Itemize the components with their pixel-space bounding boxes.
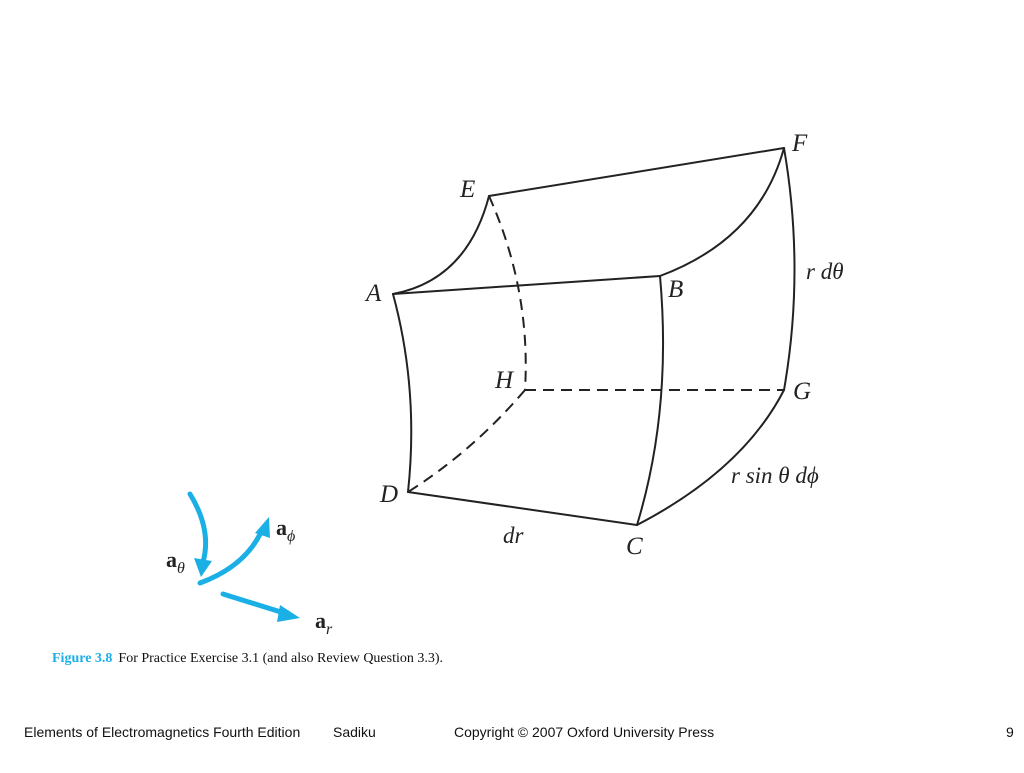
vertex-label-f: F bbox=[792, 130, 808, 157]
unit-vector-theta-label: aθ bbox=[166, 547, 185, 577]
edge-h-d bbox=[408, 390, 525, 492]
edge-f-g bbox=[784, 148, 795, 390]
figure-caption bbox=[52, 651, 443, 667]
edge-e-h bbox=[489, 196, 526, 390]
vertex-label-b: B bbox=[668, 276, 684, 303]
figure-number: Figure 3.8 bbox=[52, 651, 113, 666]
edge-a-d bbox=[393, 294, 411, 492]
vertex-label-g: G bbox=[793, 378, 812, 405]
footer-author: Sadiku bbox=[333, 724, 376, 740]
edge-b-c bbox=[637, 276, 663, 525]
unit-vector-phi-arrow bbox=[200, 530, 262, 583]
figure-caption-text: For Practice Exercise 3.1 (and also Review Question 3.3). bbox=[118, 651, 444, 666]
vertex-label-h: H bbox=[495, 367, 514, 394]
vertex-label-a: A bbox=[366, 280, 382, 307]
vertex-label-e: E bbox=[460, 176, 476, 203]
unit-vector-phi-label: aϕ bbox=[276, 515, 296, 545]
edge-a-e bbox=[393, 196, 489, 294]
edge-d-c bbox=[408, 492, 637, 525]
footer-copyright: Copyright © 2007 Oxford University Press bbox=[454, 724, 715, 740]
unit-vector-theta-arrow bbox=[190, 494, 206, 562]
vertex-label-c: C bbox=[626, 533, 643, 560]
edge-b-f bbox=[660, 148, 784, 276]
edge-e-f bbox=[489, 148, 784, 196]
dimension-dr: dr bbox=[503, 523, 524, 548]
unit-vector-r-arrow bbox=[223, 594, 284, 613]
dimension-r-sin-theta-dphi: r sin θ dϕ bbox=[731, 463, 819, 488]
unit-vector-r-label: ar bbox=[315, 608, 333, 638]
unit-vector-r-arrowhead bbox=[277, 605, 300, 622]
footer-page-number: 9 bbox=[1006, 724, 1014, 740]
vertex-label-d: D bbox=[380, 481, 399, 508]
unit-vector-theta-arrowhead bbox=[194, 558, 212, 577]
dimension-r-dtheta: r dθ bbox=[806, 259, 844, 284]
footer-book-title: Elements of Electromagnetics Fourth Edition bbox=[24, 724, 301, 740]
